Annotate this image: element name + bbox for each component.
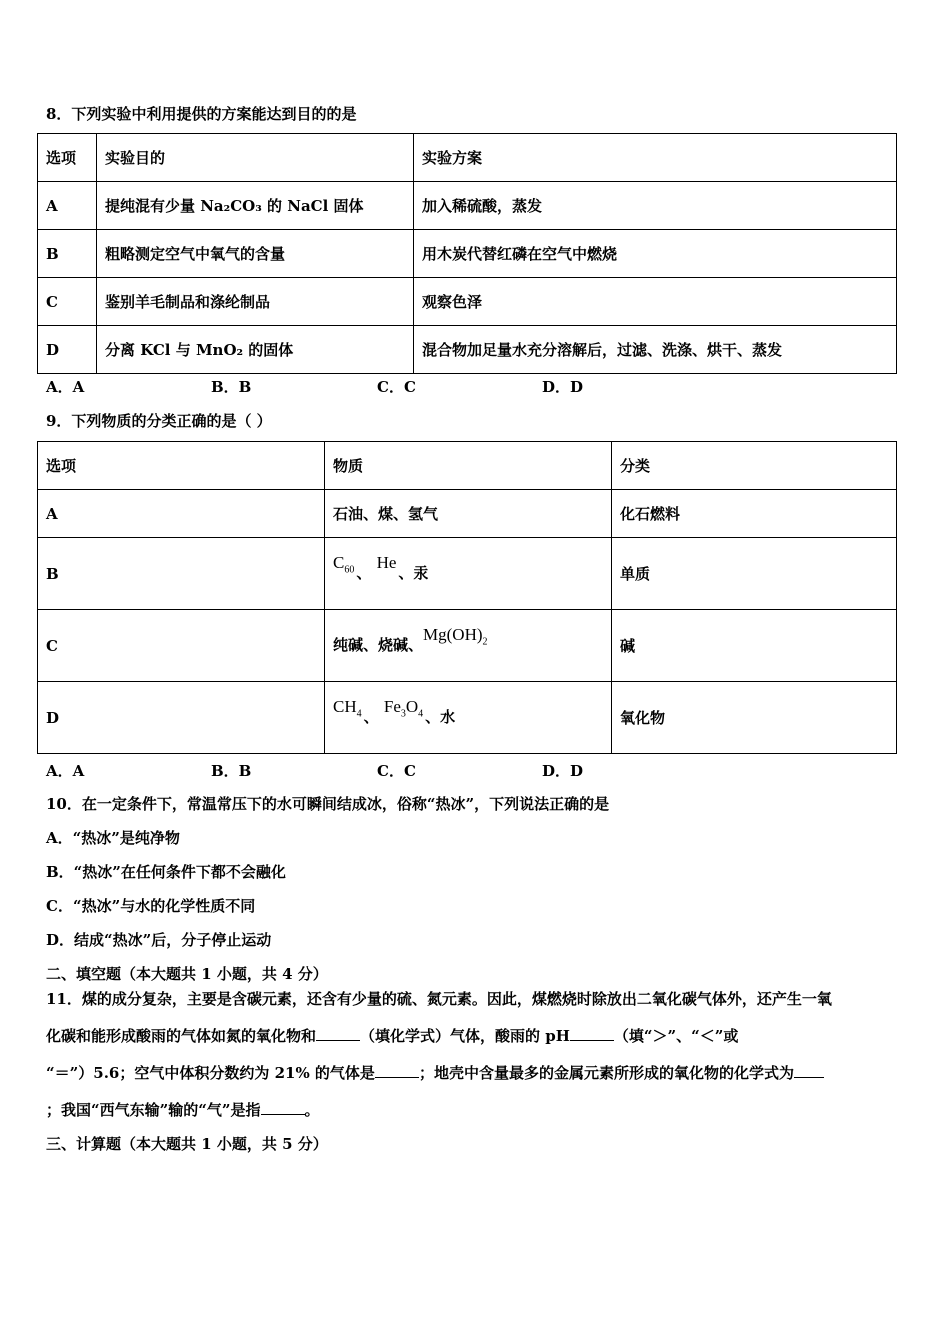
choice-d[interactable]: D．D bbox=[542, 378, 584, 396]
option-cell: A bbox=[38, 490, 325, 538]
substance-cell: 石油、煤、氢气 bbox=[325, 490, 612, 538]
header-goal: 实验目的 bbox=[97, 134, 414, 182]
q10-option-a[interactable]: A．“热冰”是纯净物 bbox=[46, 829, 180, 847]
plan-cell: 用木炭代替红磷在空气中燃烧 bbox=[414, 230, 897, 278]
q10-option-b[interactable]: B．“热冰”在任何条件下都不会融化 bbox=[46, 863, 286, 881]
option-cell: D bbox=[38, 682, 325, 754]
q11-line-3: “＝”）5.6；空气中体积分数约为 21% 的气体是 ；地壳中含量最多的金属元素所形成的氧化物的化学式为 bbox=[46, 1062, 824, 1083]
q8-stem: 8．下列实验中利用提供的方案能达到目的的是 bbox=[46, 105, 357, 123]
q11-line-4: ；我国“西气东输”输的“气”是指 。 bbox=[46, 1101, 320, 1119]
table-row bbox=[38, 490, 897, 538]
table-row bbox=[38, 610, 897, 682]
q9-stem: 9．下列物质的分类正确的是（ ） bbox=[46, 412, 272, 430]
option-cell: B bbox=[38, 538, 325, 610]
formula-ch4: $CH_4$ bbox=[333, 696, 362, 720]
q10-option-d[interactable]: D．结成“热冰”后，分子停止运动 bbox=[46, 931, 272, 949]
category-cell: 碱 bbox=[612, 610, 897, 682]
formula-c60: $C_{60}$ bbox=[333, 552, 355, 576]
table-header-row bbox=[38, 134, 897, 182]
header-option: 选项 bbox=[38, 442, 325, 490]
formula-fe3o4: $Fe_3O_4$ bbox=[383, 696, 424, 720]
table-row bbox=[38, 326, 897, 374]
choice-c[interactable]: C．C bbox=[377, 378, 416, 396]
choice-a[interactable]: A．A bbox=[46, 762, 85, 780]
q11-line-1: 11．煤的成分复杂，主要是含碳元素，还含有少量的硫、氮元素。因此，煤燃烧时除放出二氧化碳气体外，还产生一氧 bbox=[46, 990, 832, 1008]
substance-cell: $C_{60}$ 、 He、汞 bbox=[325, 538, 612, 610]
goal-cell: 分离 KCl 与 MnO₂ 的固体 bbox=[97, 326, 414, 374]
answer-blank[interactable] bbox=[794, 1063, 824, 1078]
goal-cell: 提纯混有少量 Na₂CO₃ 的 NaCl 固体 bbox=[97, 182, 414, 230]
answer-blank[interactable] bbox=[261, 1100, 305, 1115]
table-row bbox=[38, 230, 897, 278]
goal-cell: 粗略测定空气中氧气的含量 bbox=[97, 230, 414, 278]
category-cell: 单质 bbox=[612, 538, 897, 610]
q10-option-c[interactable]: C．“热冰”与水的化学性质不同 bbox=[46, 897, 256, 915]
choice-b[interactable]: B．B bbox=[211, 378, 252, 396]
substance-cell: $CH_4$ 、 $Fe_3O_4$ 、水 bbox=[325, 682, 612, 754]
table-row bbox=[38, 182, 897, 230]
table-row bbox=[38, 278, 897, 326]
option-cell: C bbox=[38, 610, 325, 682]
q10-stem: 10．在一定条件下，常温常压下的水可瞬间结成冰，俗称“热冰”，下列说法正确的是 bbox=[46, 795, 610, 813]
header-plan: 实验方案 bbox=[414, 134, 897, 182]
section-heading-fill-in: 二、填空题（本大题共 1 小题，共 4 分） bbox=[46, 965, 328, 983]
goal-cell: 鉴别羊毛制品和涤纶制品 bbox=[97, 278, 414, 326]
category-cell: 化石燃料 bbox=[612, 490, 897, 538]
header-option: 选项 bbox=[38, 134, 97, 182]
header-substance: 物质 bbox=[325, 442, 612, 490]
option-cell: B bbox=[38, 230, 97, 278]
plan-cell: 观察色泽 bbox=[414, 278, 897, 326]
table-row bbox=[38, 538, 897, 610]
plan-cell: 加入稀硫酸，蒸发 bbox=[414, 182, 897, 230]
formula-mgoh2: $Mg(OH)_2$ bbox=[423, 624, 488, 648]
header-category: 分类 bbox=[612, 442, 897, 490]
category-cell: 氧化物 bbox=[612, 682, 897, 754]
option-cell: D bbox=[38, 326, 97, 374]
substance-cell: 纯碱、烧碱、$Mg(OH)_2$ bbox=[325, 610, 612, 682]
answer-blank[interactable] bbox=[570, 1026, 614, 1041]
section-heading-calculation: 三、计算题（本大题共 1 小题，共 5 分） bbox=[46, 1135, 328, 1153]
choice-c[interactable]: C．C bbox=[377, 762, 416, 780]
table-row bbox=[38, 682, 897, 754]
plan-cell: 混合物加足量水充分溶解后，过滤、洗涤、烘干、蒸发 bbox=[414, 326, 897, 374]
q9-table bbox=[37, 441, 897, 754]
option-cell: A bbox=[38, 182, 97, 230]
choice-d[interactable]: D．D bbox=[542, 762, 584, 780]
answer-blank[interactable] bbox=[375, 1063, 419, 1078]
q11-line-2: 化碳和能形成酸雨的气体如氮的氧化物和 （填化学式）气体，酸雨的 pH （填“＞”、“＜”或 bbox=[46, 1027, 739, 1045]
q8-table bbox=[37, 133, 897, 374]
choice-b[interactable]: B．B bbox=[211, 762, 252, 780]
answer-blank[interactable] bbox=[316, 1026, 360, 1041]
table-header-row bbox=[38, 442, 897, 490]
option-cell: C bbox=[38, 278, 97, 326]
formula-he: He bbox=[376, 552, 397, 572]
choice-a[interactable]: A．A bbox=[46, 378, 85, 396]
